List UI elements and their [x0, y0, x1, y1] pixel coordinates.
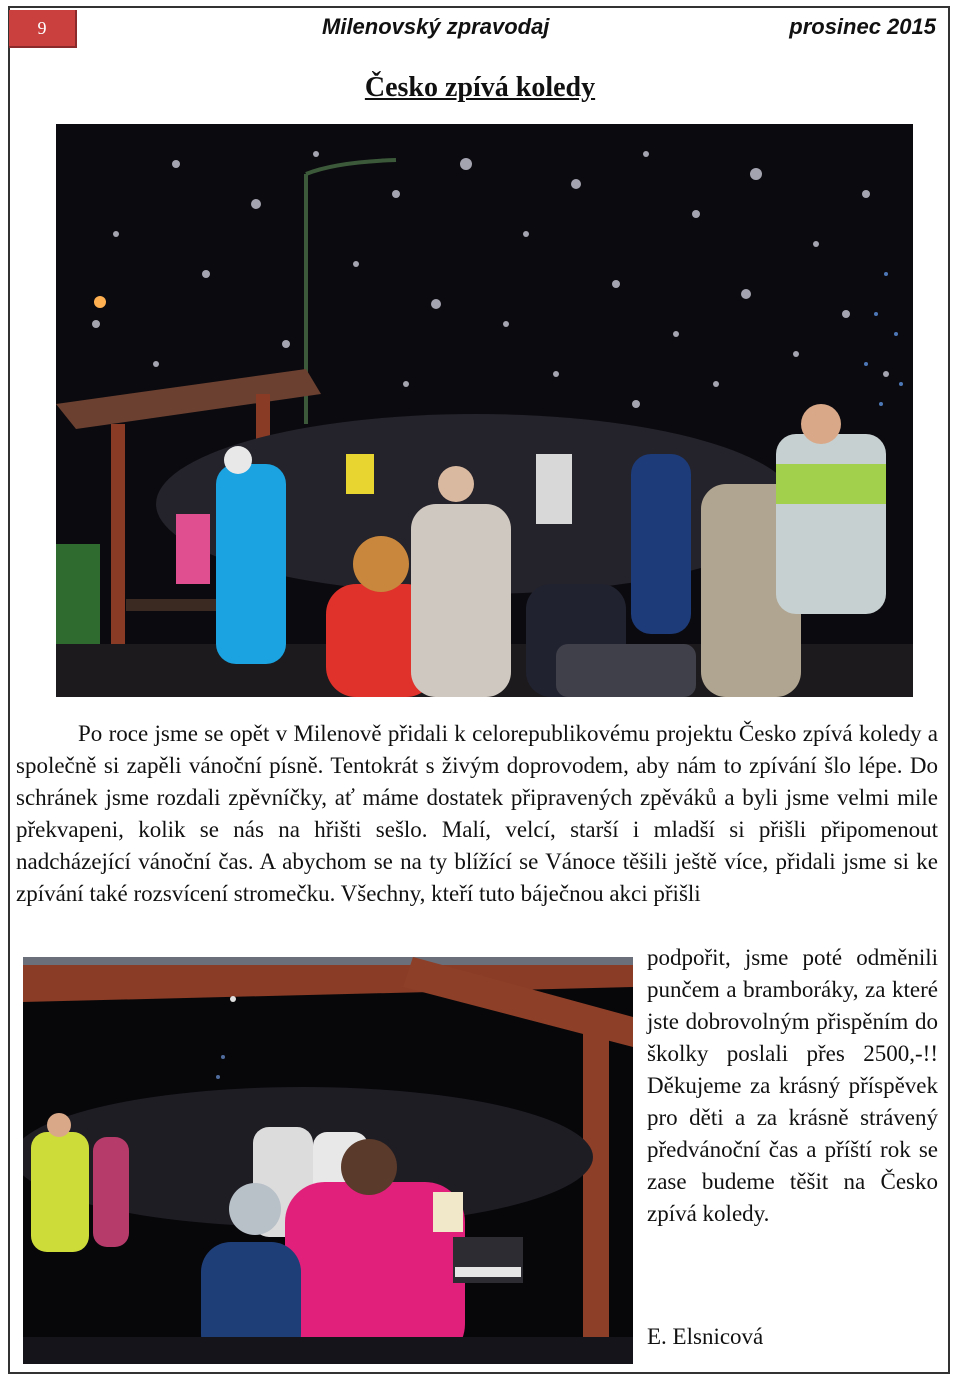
- author-signature: E. Elsnicová: [647, 1324, 764, 1349]
- issue-date: prosinec 2015: [789, 14, 936, 39]
- article-paragraph: Po roce jsme se opět v Milenově přidali k celorepublikovému projektu Česko zpívá koledy a společně si zapěli vánoční písně. Tentokrát s živým doprovodem, aby nám to zpívání šlo lépe. Do schránek jsme rozdali zpěvníčky, ať máme dostatek připravených zpěváků a byli jsme velmi mile překvapeni, kolik se nás na hřišti sešlo. Malí, velcí, starší i mladší si přišli připomenout nadcházející vánoční čas. A abychom se na ty blížící se Vánoce těšili ještě více, přidali jsme si ke zpívání také rozsvícení stromečku. Všechny, kteří tuto báječnou akci přišli: [16, 721, 938, 906]
- page-number: 9: [9, 10, 77, 48]
- article-title: Česko zpívá koledy: [364, 72, 596, 103]
- photo-crowd-night: [56, 124, 913, 697]
- photo-gazebo: [23, 957, 633, 1364]
- article-paragraph-continued: podpořit, jsme poté odměnili punčem a bramboráky, za které jste dobrovolným přispěním do školky poslali přes 2500,-!! Děkujeme za krásný příspěvek pro děti a za krásně strávený předvánoční čas a příští rok se zase budeme těšit na Česko zpívá koledy.: [647, 945, 938, 1226]
- publication-title: Milenovský zpravodaj: [322, 14, 550, 39]
